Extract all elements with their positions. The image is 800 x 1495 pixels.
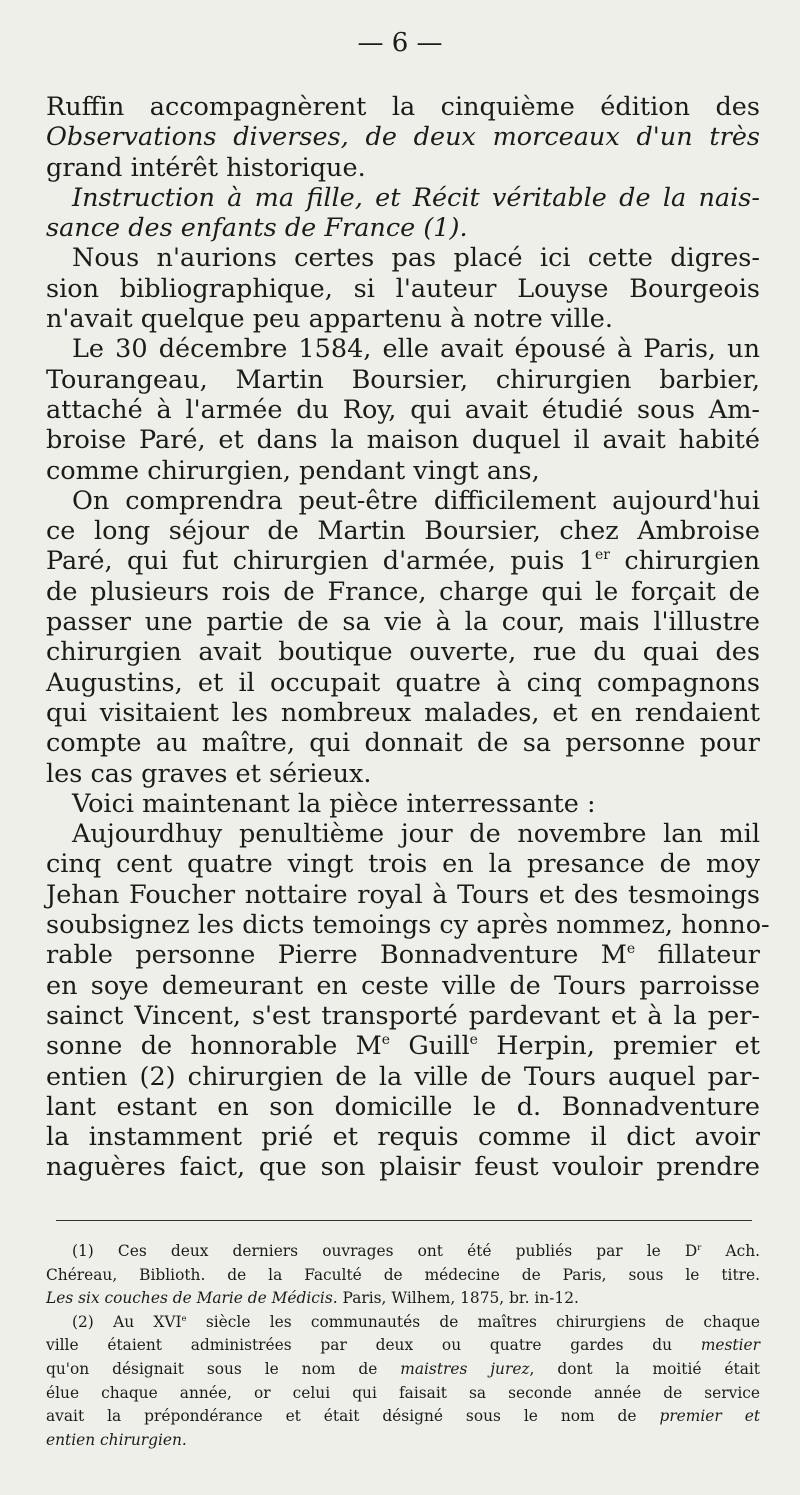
- text-run: (1) Ces deux derniers ouvrages ont été publiés par le D: [72, 1242, 698, 1260]
- footnote-divider: [56, 1220, 752, 1221]
- body-line: grand intérêt historique.: [46, 152, 366, 183]
- body-line: Nous n'aurions certes pas placé ici cette digres-: [72, 243, 760, 274]
- body-line: [46, 546, 760, 576]
- body-text: [46, 92, 770, 1183]
- body-line: Le 30 décembre 1584, elle avait épousé à Paris, un: [72, 334, 760, 365]
- text-run: Paré, qui fut chirurgien d'armée, puis 1: [46, 546, 595, 577]
- superscript: er: [594, 547, 610, 564]
- italic-text: mestier: [700, 1336, 760, 1355]
- body-line: chirurgien avait boutique ouverte, rue du quai des: [46, 637, 760, 668]
- text-run: siècle les communautés de maîtres chirurgiens de chaque: [186, 1312, 760, 1331]
- superscript: e: [381, 1032, 391, 1049]
- body-line: Ruffin accompagnèrent la cinquième édition des: [46, 92, 760, 122]
- text-run: qu'on désignait sous le nom de: [46, 1359, 401, 1378]
- body-line: sainct Vincent, s'est transporté pardevant et à la per-: [46, 1000, 760, 1031]
- footnote-line: élue chaque année, or celui qui faisait sa seconde année de service: [46, 1383, 760, 1402]
- footnote-line: [46, 1287, 760, 1311]
- text-run: Ach.: [701, 1242, 761, 1260]
- footnote-line: [46, 1240, 760, 1264]
- body-line: broise Paré, et dans la maison duquel il avait habité: [46, 425, 760, 456]
- text-run: , dont la moitié était: [529, 1359, 760, 1378]
- body-line: la instamment prié et requis comme il dict avoir: [46, 1122, 760, 1153]
- body-line: Tourangeau, Martin Boursier, chirurgien barbier,: [46, 364, 760, 395]
- body-line: [46, 940, 760, 970]
- body-line: compte au maître, qui donnait de sa personne pour: [46, 728, 760, 759]
- body-line: cinq cent quatre vingt trois en la presance de moy: [46, 849, 760, 880]
- text-run: rable personne Pierre Bonnadventure M: [46, 940, 627, 971]
- superscript: e: [469, 1032, 478, 1049]
- body-line: Aujourdhuy penultième jour de novembre lan mil: [72, 819, 760, 850]
- text-run: fillateur: [635, 940, 760, 971]
- footnote-line: [46, 1405, 760, 1429]
- footnote-line: [46, 1334, 760, 1358]
- footnote-line: [46, 1311, 760, 1335]
- text-run: sonne de honnorable M: [46, 1031, 382, 1062]
- body-line: Augustins, et il occupait quatre à cinq compagnons: [46, 667, 760, 698]
- body-line: qui visitaient les nombreux malades, et en rendaient: [46, 697, 760, 728]
- body-line: [46, 1031, 760, 1061]
- body-line: lant estant en son domicille le d. Bonnadventure: [46, 1091, 760, 1122]
- body-line: de plusieurs rois de France, charge qui le forçait de: [46, 576, 760, 607]
- body-line: n'avait quelque peu appartenu à notre ville.: [46, 304, 613, 335]
- text-run: Paris, Wilhem, 1875, br. in-12.: [337, 1289, 579, 1308]
- text-run: Guill: [390, 1031, 470, 1062]
- text-run: ville étaient administrées par deux ou quatre gardes du: [46, 1336, 701, 1355]
- text-run: avait la prépondérance et était désigné sous le nom de: [46, 1407, 660, 1426]
- body-line: entien (2) chirurgien de la ville de Tours auquel par-: [46, 1061, 760, 1092]
- body-line: sion bibliographique, si l'auteur Louyse Bourgeois: [46, 273, 760, 304]
- body-line: comme chirurgien, pendant vingt ans,: [46, 455, 540, 486]
- body-line: soubsignez les dicts temoings cy après nommez, honno-: [46, 910, 770, 941]
- body-line: On comprendra peut-être difficilement aujourd'hui: [72, 485, 760, 516]
- italic-text: Les six couches de Marie de Médicis.: [46, 1289, 338, 1308]
- body-line: attaché à l'armée du Roy, qui avait étudié sous Am-: [46, 394, 760, 425]
- body-line: ce long séjour de Martin Boursier, chez Ambroise: [46, 516, 760, 547]
- footnote-line: [46, 1358, 760, 1382]
- footnotes: [46, 1240, 760, 1452]
- footnote-line: [46, 1429, 760, 1453]
- body-line: [46, 183, 760, 213]
- superscript: e: [626, 941, 636, 958]
- italic-text: Instruction à ma fille, et Récit véritable de la nais-: [72, 182, 760, 213]
- body-line: [46, 122, 760, 152]
- body-line: naguères faict, que son plaisir feust vouloir prendre: [46, 1152, 760, 1183]
- body-line: Jehan Foucher nottaire royal à Tours et des tesmoings: [46, 879, 760, 910]
- body-line: Voici maintenant la pièce interressante :: [72, 788, 596, 819]
- footnote-line: Chéreau, Biblioth. de la Faculté de médecine de Paris, sous le titre.: [46, 1265, 760, 1284]
- text-run: chirurgien: [609, 546, 761, 577]
- italic-text: entien chirurgien.: [46, 1430, 187, 1449]
- body-line: les cas graves et sérieux.: [46, 758, 372, 789]
- body-line: passer une partie de sa vie à la cour, mais l'illustre: [46, 607, 760, 638]
- italic-text: premier et: [659, 1407, 761, 1426]
- text-run: (2) Au XVI: [72, 1312, 182, 1331]
- text-run: Herpin, premier et: [477, 1031, 760, 1062]
- superscript: e: [181, 1312, 187, 1323]
- body-line: en soye demeurant en ceste ville de Tours parroisse: [46, 970, 760, 1001]
- italic-text: maistres jurez: [400, 1359, 530, 1378]
- superscript: r: [697, 1242, 702, 1253]
- page-number: — 6 —: [357, 28, 443, 58]
- italic-text: Observations diverses, de deux morceaux d'un très: [46, 122, 760, 153]
- body-line: [46, 213, 760, 243]
- italic-text: sance des enfants de France (1).: [46, 213, 468, 244]
